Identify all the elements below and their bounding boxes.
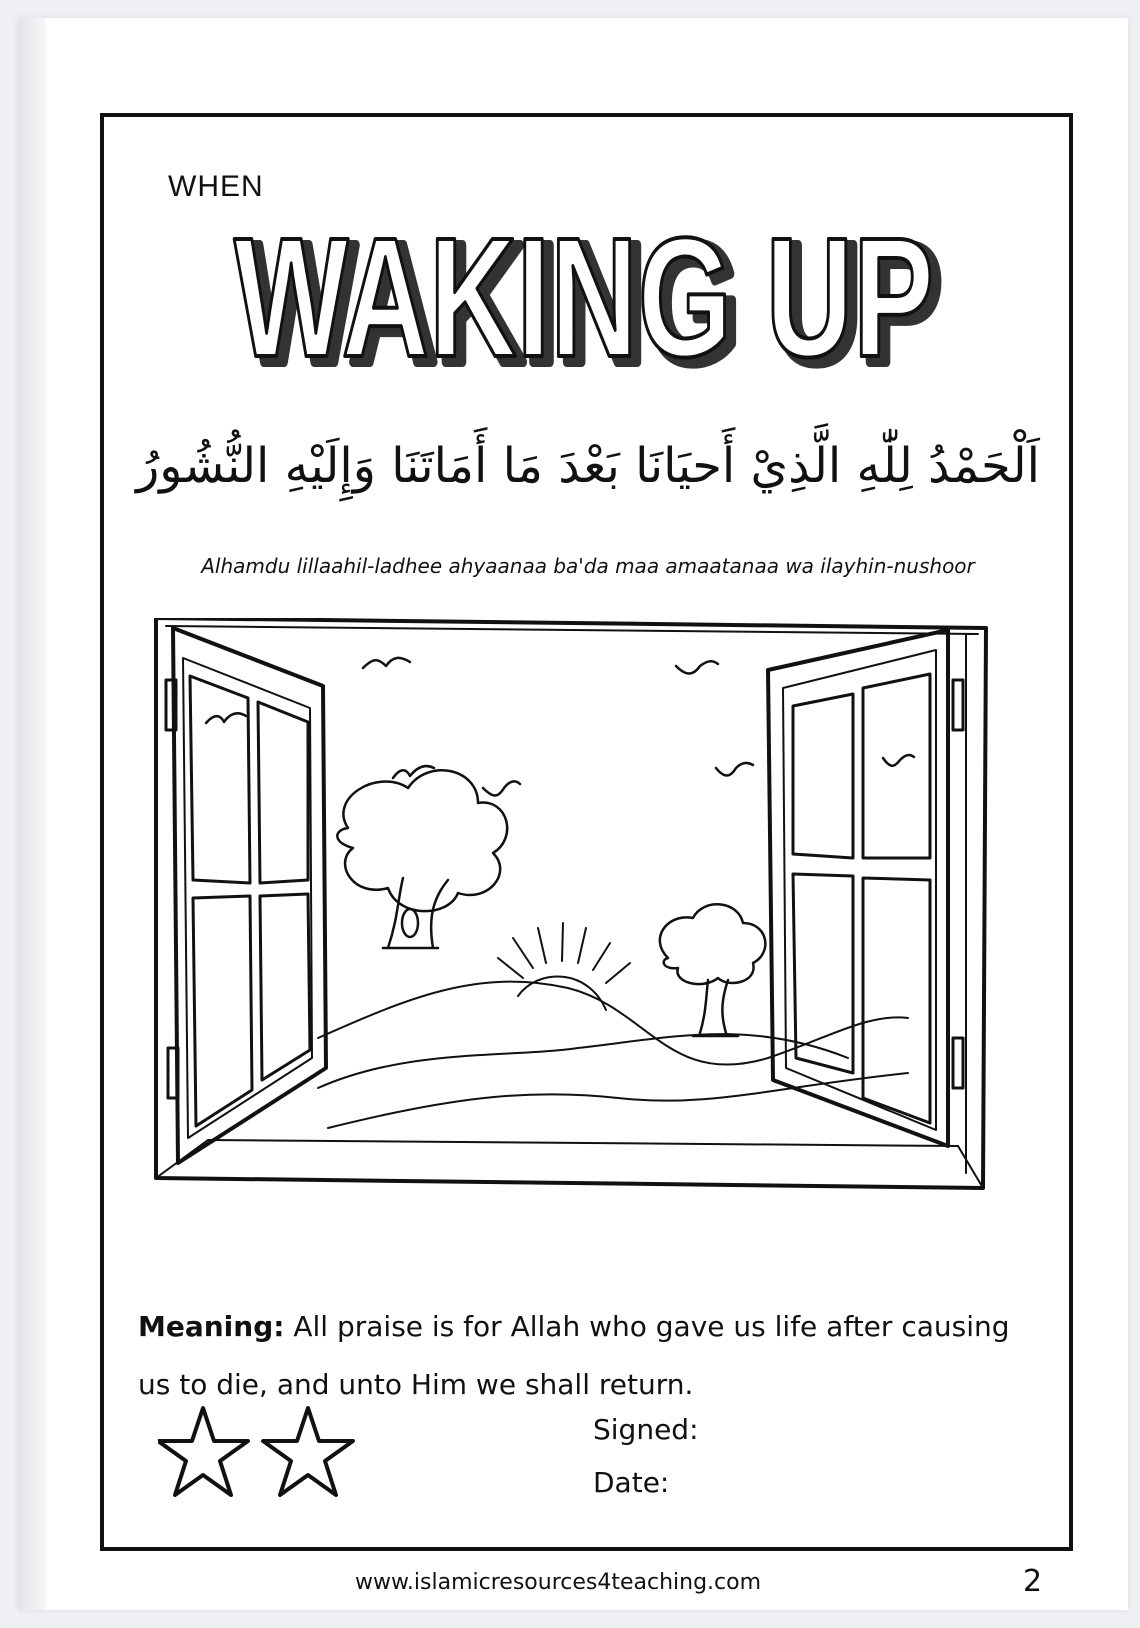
- hills: [318, 982, 908, 1065]
- sun: [498, 923, 630, 1010]
- meaning-block: [138, 1298, 1038, 1414]
- dua-transliteration: Alhamdu lillaahil-ladhee ahyaanaa ba'da maa amaatanaa wa ilayhin-nushoor: [201, 554, 975, 578]
- page-spine: [18, 18, 46, 1610]
- meaning-text: All praise is for Allah who gave us life after causing us to die, and unto Him we shall return.: [138, 1310, 1010, 1401]
- window-sash-left: [166, 628, 326, 1163]
- page-number: 2: [1023, 1564, 1043, 1599]
- footer-url: www.islamicresources4teaching.com: [354, 1570, 762, 1595]
- page-title-shadow: WAKING UP: [242, 209, 942, 398]
- star-icon: [158, 1408, 248, 1495]
- signed-label: Signed:: [593, 1413, 699, 1446]
- small-heading: WHEN: [168, 170, 264, 203]
- page-title: [208, 198, 968, 398]
- star-rating: [158, 1403, 378, 1503]
- meaning-label: Meaning:: [138, 1310, 285, 1343]
- window-illustration: [148, 618, 1028, 1218]
- page-title-text: WAKING UP: [234, 203, 934, 393]
- worksheet-page: [18, 18, 1128, 1610]
- window-sash-right: [768, 630, 963, 1146]
- birds: [206, 658, 914, 796]
- tree-right: [660, 904, 766, 1036]
- tree-left: [337, 770, 507, 948]
- date-label: Date:: [593, 1466, 670, 1499]
- dua-arabic: اَلْحَمْدُ لِلّٰهِ الَّذِيْ أَحيَانَا بَعْدَ مَا أَمَاتَنَا وَإِلَيْهِ النُّشُورُ: [136, 438, 1040, 494]
- star-icon: [263, 1408, 353, 1495]
